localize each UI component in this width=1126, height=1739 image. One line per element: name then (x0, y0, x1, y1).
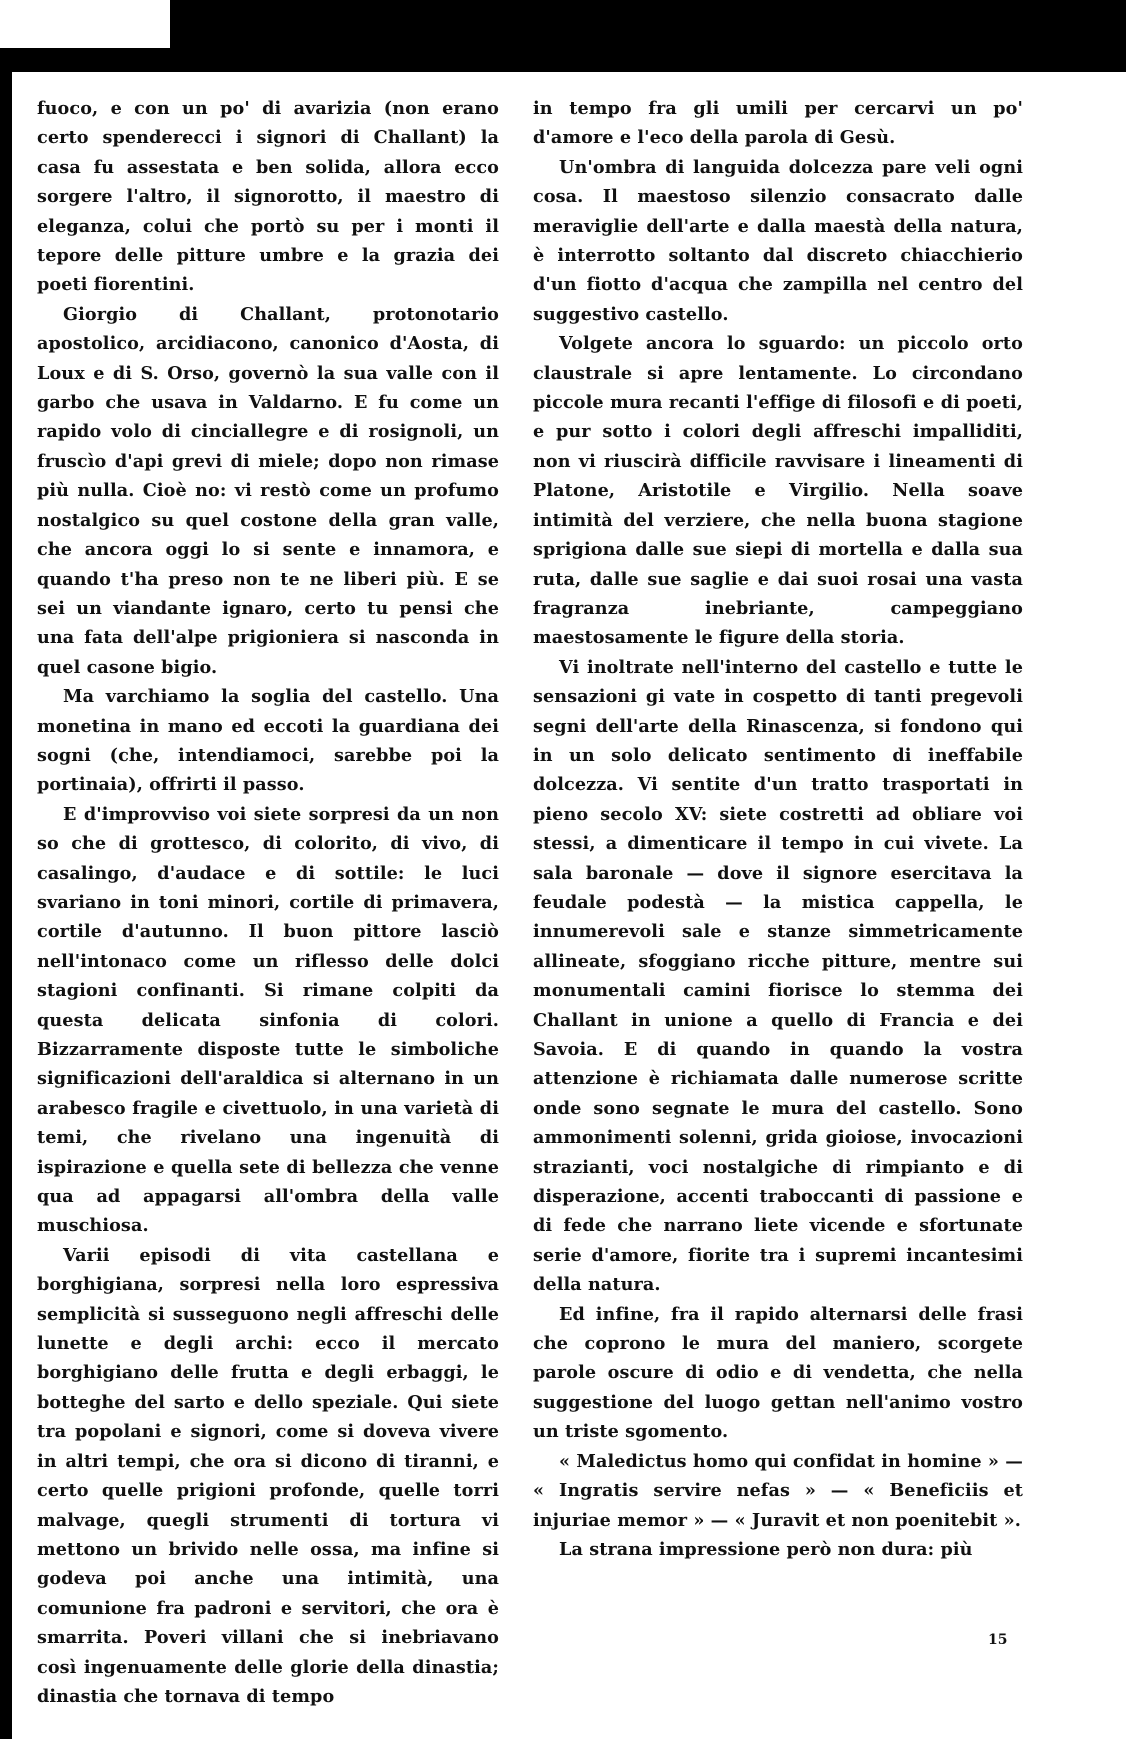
paragraph: in tempo fra gli umili per cercarvi un po' d'amore e l'eco della parola di Gesù. (533, 98, 1023, 149)
paragraph: fuoco, e con un po' di avarizia (non erano certo spenderecci i signori di Challant) la casa fu assestata e ben solida, allora ecco sorgere l'altro, il signorotto, il maestro di eleganza, colui che portò su per i monti il tepore delle pitture umbre e la grazia dei poeti fiorentini. (37, 98, 499, 296)
paragraph: Un'ombra di languida dolcezza pare veli ogni cosa. Il maestoso silenzio consacrato dalle meraviglie dell'arte e dalla maestà della natura, è interrotto soltanto dal discreto chiacchierio d'un fiotto d'acqua che zampilla nel centro del suggestivo castello. (533, 156, 1023, 325)
paragraph: Ed infine, fra il rapido alternarsi delle frasi che coprono le mura del maniero, scorgete parole oscure di odio e di vendetta, che nella suggestione del luogo gettan nell'animo vostro un triste sgomento. (533, 1303, 1023, 1443)
left-edge-shadow (0, 48, 12, 1739)
paragraph: Vi inoltrate nell'interno del castello e tutte le sensazioni gi vate in cospetto di tanti pregevoli segni dell'arte della Rinascenza, si fondono qui in un solo delicato sentimento di ineffabile dolcezza. Vi sentite d'un tratto trasportati in pieno secolo XV: siete costretti ad obliare voi stessi, a dimenticare il tempo in cui vivete. La sala baronale — dove il signore esercitava la feudale podestà — la mistica cappella, le innumerevoli sale e stanze simmetricamente allineate, sfoggiano ricche pitture, mentre sui monumentali camini fiorisce lo stemma dei Challant in unione a quello di Francia e dei Savoia. E di quando in quando la vostra attenzione è richiamata dalle numerose scritte onde sono segnate le mura del castello. Sono ammonimenti solenni, grida gioiose, invocazioni strazianti, voci nostalgiche di rimpianto e di disperazione, accenti traboccanti di passione e di fede che narrano liete vicende e sfortunate serie d'amore, fiorite tra i supremi incantesimi della natura. (533, 656, 1023, 1296)
paragraph: La strana impressione però non dura: più (559, 1538, 973, 1560)
paragraph: Varii episodi di vita castellana e borghigiana, sorpresi nella loro espressiva semplicità si susseguono negli affreschi delle lunette e degli archi: ecco il mercato borghigiano delle frutta e degli erbaggi, le botteghe del sarto e dello speziale. Qui siete tra popolani e signori, come si doveva vivere in altri tempi, che ora si dicono di tiranni, e certo quelle prigioni profonde, quelle torri malvage, quegli strumenti di tortura vi mettono un brivido nelle ossa, ma infine si godeva poi anche una intimità, una comunione fra padroni e servitori, che ora è smarrita. Poveri villani che si inebriavano così ingenuamente delle glorie della dinastia; dinastia che tornava di tempo (37, 1244, 499, 1707)
paragraph: Ma varchiamo la soglia del castello. Una monetina in mano ed eccoti la guardiana dei sogni (che, intendiamoci, sarebbe poi la portinaia), offrirti il passo. (37, 686, 499, 796)
page-number: 15 (988, 1632, 1008, 1648)
paragraph: Volgete ancora lo sguardo: un piccolo orto claustrale si apre lentamente. Lo circondano piccole mura recanti l'effige di filosofi e di poeti, e pur sotto i colori degli affreschi impalliditi, non vi riuscirà difficile ravvisare i lineamenti di Platone, Aristotile e Virgilio. Nella soave intimità del verziere, che nella buona stagione sprigiona dalle sue siepi di mortella e dalla sua ruta, dalle sue saglie e dai suoi rosai una vasta fragranza inebriante, campeggiano maestosamente le figure della storia. (533, 333, 1023, 649)
paragraph: Giorgio di Challant, protonotario apostolico, arcidiacono, canonico d'Aosta, di Loux e di S. Orso, governò la sua valle con il garbo che usava in Valdarno. E fu come un rapido volo di cinciallegre e di rosignoli, un fruscìo d'api grevi di miele; dopo non rimase più nulla. Cioè no: vi restò come un profumo nostalgico su quel costone della gran valle, che ancora oggi lo si sente e innamora, e quando t'ha preso non te ne liberi più. E se sei un viandante ignaro, certo tu pensi che una fata dell'alpe prigioniera si nasconda in quel casone bigio. (37, 303, 499, 678)
paragraph: E d'improvviso voi siete sorpresi da un non so che di grottesco, di colorito, di vivo, di casalingo, d'audace e di sottile: le luci svariano in toni minori, cortile di primavera, cortile d'autunno. Il buon pittore lasciò nell'intonaco come un riflesso delle dolci stagioni confinanti. Si rimane colpiti da questa delicata sinfonia di colori. Bizzarramente disposte tutte le simboliche significazioni dell'araldica si alternano in un arabesco fragile e civettuolo, in una varietà di temi, che rivelano una ingenuità di ispirazione e quella sete di bellezza che venne qua ad appagarsi all'ombra della valle muschiosa. (37, 803, 499, 1237)
right-column (533, 94, 1023, 1564)
top-black-band (0, 0, 1126, 72)
paragraph: « Maledictus homo qui confidat in homine » — « Ingratis servire nefas » — « Beneficiis et injuriae memor » — « Juravit et non poenitebit ». (533, 1450, 1023, 1531)
top-left-notch (0, 0, 170, 48)
left-column (37, 94, 499, 1711)
page (20, 72, 1126, 1739)
